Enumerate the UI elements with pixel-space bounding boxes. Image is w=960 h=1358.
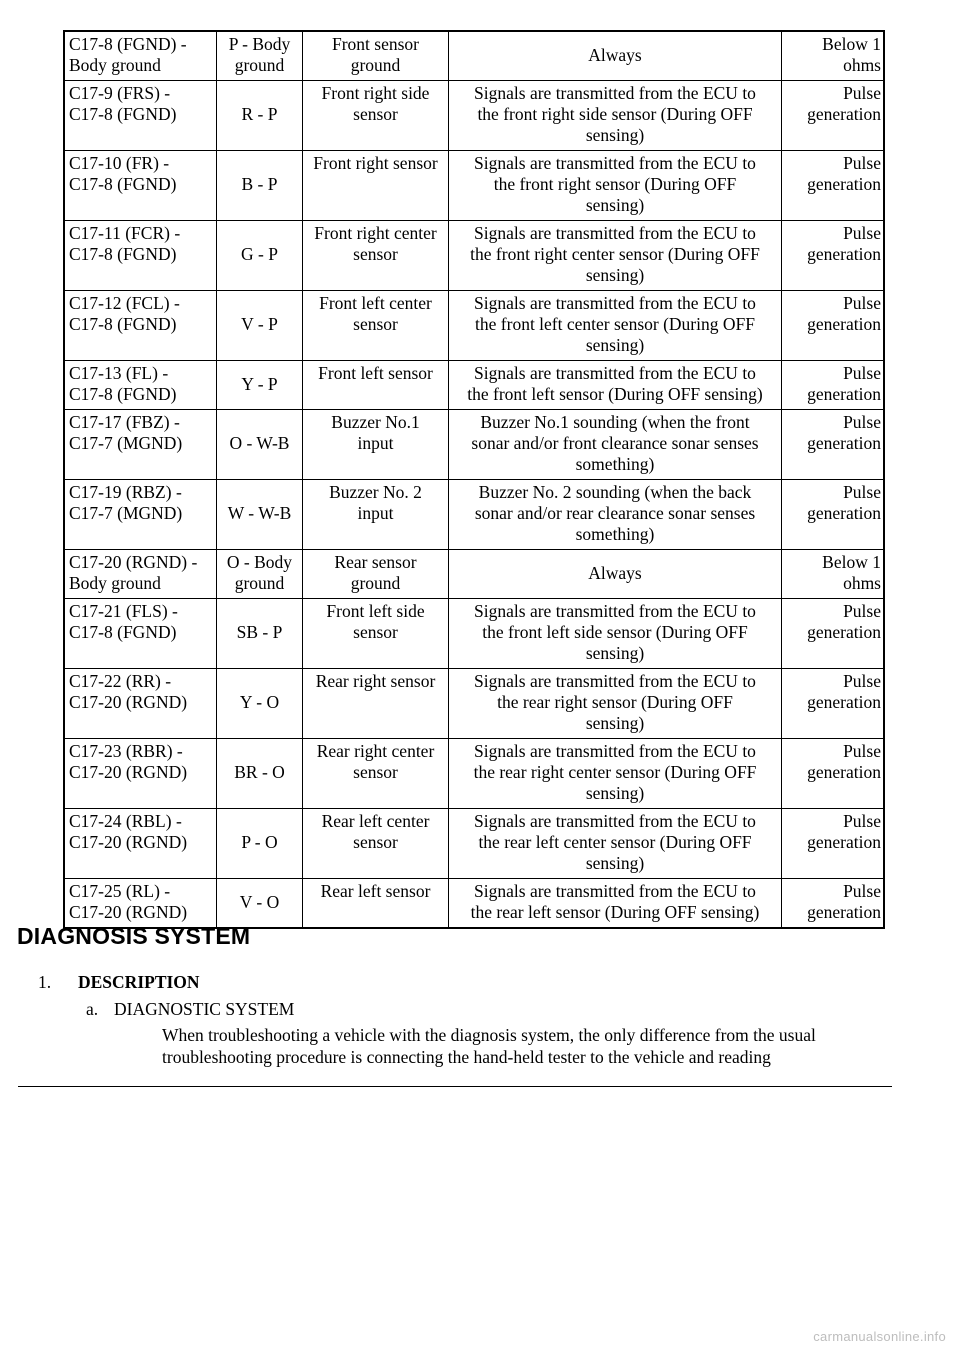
cell-text: Y - O: [239, 692, 280, 712]
cell-text: Pulse: [843, 741, 881, 761]
cell-text: the front left side sensor (During OFF: [482, 622, 748, 642]
cell-text: C17-13 (FL) -: [69, 363, 169, 383]
condition-cell: [448, 669, 781, 739]
table-row: [64, 81, 884, 151]
wiring-color-cell: [216, 879, 302, 929]
table-row: [64, 879, 884, 929]
cell-text: C17-25 (RL) -: [69, 881, 171, 901]
wiring-color-cell: [216, 809, 302, 879]
terminal-cell: [64, 410, 216, 480]
cell-text: Y - P: [241, 373, 278, 394]
description-paragraph: [162, 1024, 897, 1068]
specified-condition-cell: [781, 480, 884, 550]
terminal-description-cell: [302, 480, 448, 550]
condition-cell: [448, 410, 781, 480]
specified-condition-cell: [781, 550, 884, 599]
cell-text: sonar and/or front clearance sonar senses: [471, 433, 759, 453]
cell-text: Pulse: [843, 412, 881, 432]
terminal-cell: [64, 480, 216, 550]
cell-text: SB - P: [236, 622, 283, 642]
terminal-description-cell: [302, 31, 448, 81]
terminal-description-cell: [302, 599, 448, 669]
terminal-cell: [64, 151, 216, 221]
paragraph-line: troubleshooting procedure is connecting the hand-held tester to the vehicle and reading: [162, 1047, 771, 1067]
table-row: [64, 669, 884, 739]
terminal-description-cell: [302, 81, 448, 151]
cell-text: C17-8 (FGND) -: [69, 34, 187, 54]
specified-condition-cell: [781, 291, 884, 361]
terminal-description-cell: [302, 809, 448, 879]
page-divider: [18, 1086, 892, 1087]
step-title: DESCRIPTION: [78, 972, 200, 992]
cell-text: the front right side sensor (During OFF: [477, 104, 753, 124]
cell-text: P - Body: [228, 34, 291, 54]
cell-text: W - W-B: [227, 503, 292, 523]
cell-text: the front right sensor (During OFF: [493, 174, 737, 194]
cell-text: something): [575, 524, 655, 544]
specified-condition-cell: [781, 599, 884, 669]
terminal-cell: [64, 291, 216, 361]
table-row: [64, 410, 884, 480]
cell-text: Rear sensor: [334, 552, 417, 572]
cell-text: Signals are transmitted from the ECU to: [474, 811, 756, 831]
cell-text: Buzzer No.1 sounding (when the front: [480, 412, 750, 432]
cell-text: Signals are transmitted from the ECU to: [474, 153, 756, 173]
step-number: 1.: [38, 972, 52, 992]
terminal-description-cell: [302, 739, 448, 809]
terminal-description-cell: [302, 669, 448, 739]
condition-cell: [448, 31, 781, 81]
cell-text: O - W-B: [229, 433, 290, 453]
cell-text: C17-20 (RGND): [69, 832, 188, 852]
terminal-description-cell: [302, 221, 448, 291]
terminal-cell: [64, 599, 216, 669]
table-body: [64, 31, 884, 928]
terminal-description-cell: [302, 879, 448, 929]
cell-text: C17-8 (FGND): [69, 244, 177, 264]
condition-cell: [448, 221, 781, 291]
cell-text: Signals are transmitted from the ECU to: [474, 83, 756, 103]
wiring-color-cell: [216, 361, 302, 410]
cell-text: generation: [807, 174, 881, 194]
cell-text: generation: [807, 433, 881, 453]
condition-cell: [448, 361, 781, 410]
cell-text: Buzzer No. 2 sounding (when the back: [478, 482, 752, 502]
table-row: [64, 480, 884, 550]
cell-text: Front right sensor: [313, 153, 438, 173]
cell-text: sensing): [585, 195, 645, 215]
specified-condition-cell: [781, 879, 884, 929]
condition-cell: [448, 81, 781, 151]
cell-text: generation: [807, 384, 881, 404]
cell-text: sonar and/or rear clearance sonar senses: [474, 503, 756, 523]
cell-text: C17-7 (MGND): [69, 433, 183, 453]
cell-text: C17-20 (RGND) -: [69, 552, 198, 572]
cell-text: C17-22 (RR) -: [69, 671, 172, 691]
cell-text: sensor: [353, 244, 398, 264]
cell-text: generation: [807, 503, 881, 523]
cell-text: C17-10 (FR) -: [69, 153, 170, 173]
terminal-description-cell: [302, 410, 448, 480]
cell-text: Signals are transmitted from the ECU to: [474, 223, 756, 243]
cell-text: C17-17 (FBZ) -: [69, 412, 180, 432]
condition-cell: [448, 809, 781, 879]
cell-text: Rear right center: [316, 741, 435, 761]
wiring-color-cell: [216, 599, 302, 669]
cell-text: sensing): [585, 265, 645, 285]
cell-text: sensor: [353, 622, 398, 642]
cell-text: generation: [807, 762, 881, 782]
cell-text: Front left side: [326, 601, 425, 621]
cell-text: C17-23 (RBR) -: [69, 741, 183, 761]
cell-text: BR - O: [234, 762, 285, 782]
wiring-color-cell: [216, 739, 302, 809]
cell-text: Pulse: [843, 153, 881, 173]
cell-text: Front right center: [314, 223, 437, 243]
cell-text: C17-7 (MGND): [69, 503, 183, 523]
terminal-description-cell: [302, 291, 448, 361]
table-row: [64, 361, 884, 410]
cell-text: C17-20 (RGND): [69, 692, 188, 712]
wiring-color-cell: [216, 410, 302, 480]
cell-text: Signals are transmitted from the ECU to: [474, 671, 756, 691]
cell-text: Always: [588, 562, 642, 583]
cell-text: C17-8 (FGND): [69, 384, 177, 404]
cell-text: Below 1: [822, 34, 881, 54]
wiring-color-cell: [216, 221, 302, 291]
cell-text: Pulse: [843, 671, 881, 691]
condition-cell: [448, 480, 781, 550]
terminal-description-cell: [302, 151, 448, 221]
cell-text: Pulse: [843, 363, 881, 383]
condition-cell: [448, 879, 781, 929]
cell-text: Buzzer No. 2: [329, 482, 422, 502]
cell-text: Front left sensor: [318, 363, 433, 383]
cell-text: C17-24 (RBL) -: [69, 811, 182, 831]
paragraph-line: When troubleshooting a vehicle with the diagnosis system, the only difference from the usual: [162, 1025, 816, 1045]
cell-text: input: [357, 503, 394, 523]
cell-text: Pulse: [843, 83, 881, 103]
specified-condition-cell: [781, 81, 884, 151]
cell-text: the front right center sensor (During OFF: [470, 244, 760, 264]
terminal-cell: [64, 739, 216, 809]
wiring-color-cell: [216, 669, 302, 739]
specified-condition-cell: [781, 410, 884, 480]
table-row: [64, 31, 884, 81]
specified-condition-cell: [781, 669, 884, 739]
cell-text: Rear left center: [321, 811, 430, 831]
table-row: [64, 599, 884, 669]
terminal-description-cell: [302, 361, 448, 410]
cell-text: sensor: [353, 762, 398, 782]
cell-text: Signals are transmitted from the ECU to: [474, 741, 756, 761]
table-row: [64, 550, 884, 599]
cell-text: generation: [807, 104, 881, 124]
wiring-color-cell: [216, 480, 302, 550]
cell-text: Body ground: [69, 573, 161, 593]
cell-text: input: [357, 433, 394, 453]
terminal-cell: [64, 361, 216, 410]
cell-text: Signals are transmitted from the ECU to: [474, 881, 756, 901]
cell-text: ground: [234, 573, 285, 593]
cell-text: Signals are transmitted from the ECU to: [474, 293, 756, 313]
cell-text: ground: [350, 573, 401, 593]
cell-text: Body ground: [69, 55, 161, 75]
cell-text: C17-8 (FGND): [69, 174, 177, 194]
cell-text: generation: [807, 314, 881, 334]
terminal-cell: [64, 550, 216, 599]
cell-text: V - O: [239, 891, 280, 912]
cell-text: the rear right center sensor (During OFF: [473, 762, 757, 782]
terminal-inspection-table: [63, 30, 885, 929]
cell-text: C17-8 (FGND): [69, 314, 177, 334]
specified-condition-cell: [781, 151, 884, 221]
substep-title: DIAGNOSTIC SYSTEM: [114, 999, 295, 1019]
cell-text: sensing): [585, 125, 645, 145]
cell-text: sensor: [353, 832, 398, 852]
table-row: [64, 291, 884, 361]
cell-text: Buzzer No.1: [331, 412, 420, 432]
cell-text: sensing): [585, 643, 645, 663]
cell-text: C17-8 (FGND): [69, 104, 177, 124]
cell-text: generation: [807, 832, 881, 852]
watermark: carmanualsonline.info: [813, 1329, 946, 1344]
cell-text: G - P: [241, 244, 278, 264]
wiring-color-cell: [216, 151, 302, 221]
cell-text: Pulse: [843, 811, 881, 831]
condition-cell: [448, 291, 781, 361]
cell-text: generation: [807, 244, 881, 264]
cell-text: Pulse: [843, 293, 881, 313]
cell-text: R - P: [241, 104, 278, 124]
cell-text: something): [575, 454, 655, 474]
substep-letter: a.: [86, 999, 99, 1019]
wiring-color-cell: [216, 550, 302, 599]
table-row: [64, 151, 884, 221]
specified-condition-cell: [781, 739, 884, 809]
cell-text: sensing): [585, 713, 645, 733]
cell-text: ground: [350, 55, 401, 75]
cell-text: Pulse: [843, 881, 881, 901]
cell-text: sensing): [585, 335, 645, 355]
table-row: [64, 221, 884, 291]
specified-condition-cell: [781, 31, 884, 81]
cell-text: C17-20 (RGND): [69, 902, 188, 922]
cell-text: the front left center sensor (During OFF: [475, 314, 755, 334]
cell-text: Rear right sensor: [315, 671, 436, 691]
cell-text: Rear left sensor: [320, 881, 431, 901]
condition-cell: [448, 151, 781, 221]
terminal-cell: [64, 31, 216, 81]
cell-text: C17-21 (FLS) -: [69, 601, 178, 621]
condition-cell: [448, 739, 781, 809]
cell-text: ohms: [843, 573, 881, 593]
cell-text: sensor: [353, 314, 398, 334]
terminal-cell: [64, 809, 216, 879]
cell-text: Pulse: [843, 482, 881, 502]
cell-text: Front right side: [321, 83, 430, 103]
cell-text: Front left center: [319, 293, 432, 313]
cell-text: Signals are transmitted from the ECU to: [474, 363, 756, 383]
cell-text: Pulse: [843, 223, 881, 243]
cell-text: C17-9 (FRS) -: [69, 83, 171, 103]
cell-text: generation: [807, 902, 881, 922]
cell-text: C17-20 (RGND): [69, 762, 188, 782]
cell-text: the rear left sensor (During OFF sensing): [470, 902, 760, 922]
specified-condition-cell: [781, 221, 884, 291]
wiring-color-cell: [216, 81, 302, 151]
terminal-cell: [64, 81, 216, 151]
cell-text: C17-19 (RBZ) -: [69, 482, 182, 502]
cell-text: B - P: [241, 174, 278, 194]
condition-cell: [448, 599, 781, 669]
specified-condition-cell: [781, 809, 884, 879]
cell-text: sensing): [585, 783, 645, 803]
cell-text: generation: [807, 622, 881, 642]
cell-text: Signals are transmitted from the ECU to: [474, 601, 756, 621]
terminal-cell: [64, 879, 216, 929]
cell-text: C17-8 (FGND): [69, 622, 177, 642]
condition-cell: [448, 550, 781, 599]
table-row: [64, 809, 884, 879]
cell-text: Pulse: [843, 601, 881, 621]
cell-text: C17-11 (FCR) -: [69, 223, 181, 243]
terminal-cell: [64, 669, 216, 739]
cell-text: the rear right sensor (During OFF: [497, 692, 733, 712]
terminal-cell: [64, 221, 216, 291]
cell-text: C17-12 (FCL) -: [69, 293, 180, 313]
cell-text: Below 1: [822, 552, 881, 572]
cell-text: ohms: [843, 55, 881, 75]
section-title: DIAGNOSIS SYSTEM: [17, 923, 251, 949]
wiring-color-cell: [216, 291, 302, 361]
cell-text: P - O: [241, 832, 278, 852]
cell-text: Front sensor: [331, 34, 419, 54]
cell-text: the rear left center sensor (During OFF: [478, 832, 752, 852]
cell-text: sensing): [585, 853, 645, 873]
cell-text: generation: [807, 692, 881, 712]
terminal-description-cell: [302, 550, 448, 599]
cell-text: the front left sensor (During OFF sensing): [467, 384, 763, 404]
table-row: [64, 739, 884, 809]
specified-condition-cell: [781, 361, 884, 410]
cell-text: Always: [588, 44, 642, 65]
cell-text: sensor: [353, 104, 398, 124]
cell-text: V - P: [241, 314, 278, 334]
cell-text: ground: [234, 55, 285, 75]
wiring-color-cell: [216, 31, 302, 81]
cell-text: O - Body: [226, 552, 293, 572]
